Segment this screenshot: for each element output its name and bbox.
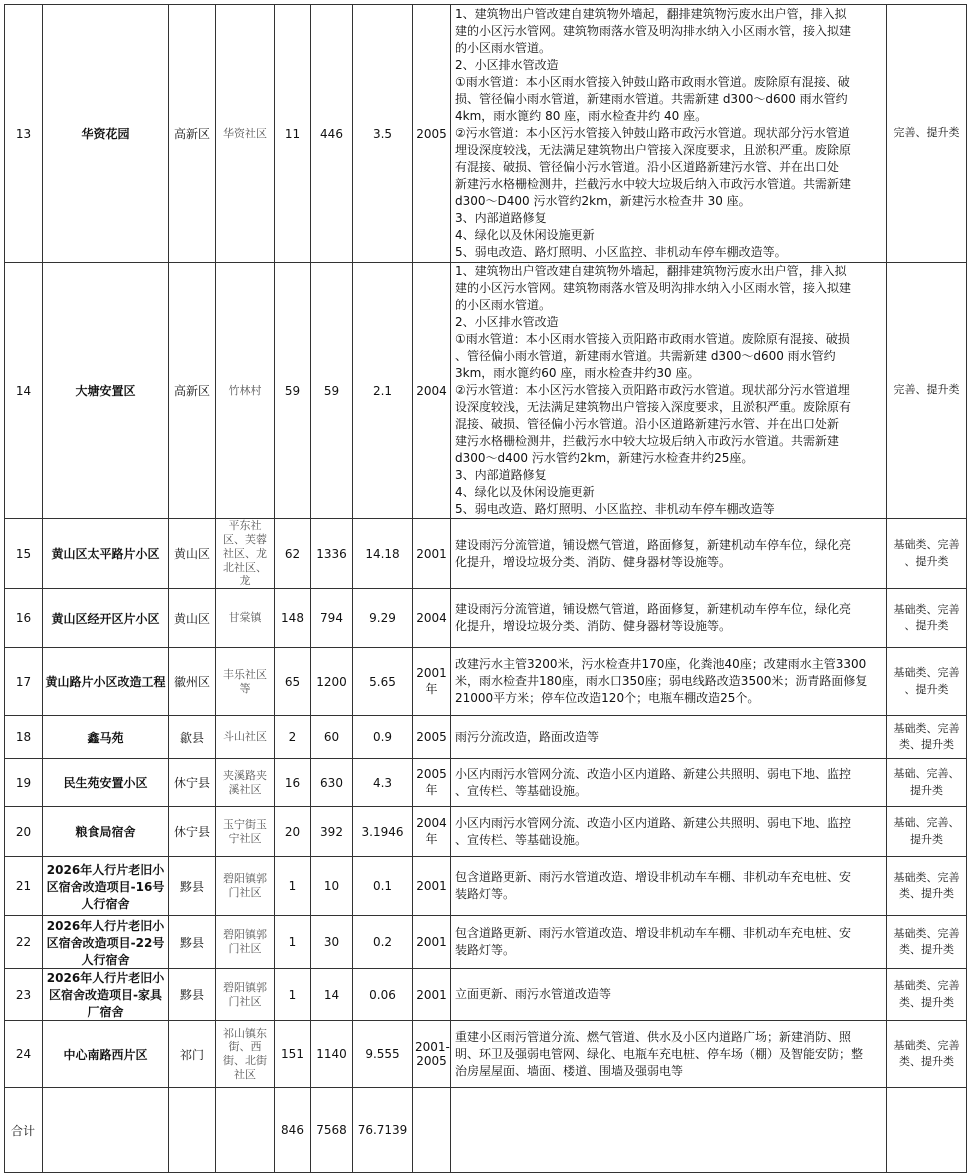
text-line: 基础类、完善 xyxy=(893,926,960,940)
text-line: 基础、完善、 xyxy=(893,816,960,830)
total-empty-cell xyxy=(413,1088,451,1173)
text-line: 类、提升类 xyxy=(899,738,954,752)
district-cell: 歙县 xyxy=(169,716,216,759)
text-line: 5、弱电改造、路灯照明、小区监控、非机动车停车棚改造等。 xyxy=(455,245,787,260)
district-cell: 祁门 xyxy=(169,1021,216,1088)
project-name-cell: 华资花园 xyxy=(43,5,169,263)
community-cell: 碧阳镇郭门社区 xyxy=(216,857,275,916)
row-number-cell: 20 xyxy=(5,807,43,857)
row-number-cell: 21 xyxy=(5,857,43,916)
total-label: 合计 xyxy=(5,1088,43,1173)
text-line: 提升类 xyxy=(910,783,943,797)
text-line: 、提升类 xyxy=(904,619,949,633)
text-line: d300～d400 污水管约2km，新建污水检查井约25座。 xyxy=(455,451,754,466)
text-line: 类、提升类 xyxy=(899,887,954,901)
project-name-cell: 2026年人行片老旧小区宿舍改造项目-家具厂宿舍 xyxy=(43,969,169,1021)
community-cell: 竹林村 xyxy=(216,263,275,519)
content-cell xyxy=(451,589,887,648)
area-cell: 9.555 xyxy=(353,1021,413,1088)
area-cell: 0.06 xyxy=(353,969,413,1021)
text-line: 基础类、完善 xyxy=(893,538,960,552)
text-line: 建设雨污分流管道，铺设燃气管道，路面修复，新建机动车停车位，绿化亮 xyxy=(455,537,852,552)
text-line: 类、提升类 xyxy=(899,1055,954,1069)
total-empty-cell xyxy=(216,1088,275,1173)
area-cell: 0.9 xyxy=(353,716,413,759)
community-cell: 碧阳镇郭门社区 xyxy=(216,969,275,1021)
households-cell: 446 xyxy=(311,5,353,263)
text-line: 建的小区污水管网。建筑物雨落水管及明沟排水纳入小区雨水管，接入拟建 xyxy=(455,281,852,296)
total-row xyxy=(5,1088,967,1173)
district-cell: 高新区 xyxy=(169,5,216,263)
area-cell: 0.1 xyxy=(353,857,413,916)
area-cell: 0.2 xyxy=(353,916,413,969)
buildings-cell: 59 xyxy=(275,263,311,519)
text-line: 基础类、完善 xyxy=(893,979,960,993)
community-cell: 华资社区 xyxy=(216,5,275,263)
year-cell: 2004 xyxy=(413,263,451,519)
content-cell xyxy=(451,916,887,969)
table-row xyxy=(5,969,967,1021)
text-line: 基础类、完善 xyxy=(893,1038,960,1052)
district-cell: 休宁县 xyxy=(169,807,216,857)
year-cell: 2005 xyxy=(413,716,451,759)
project-name-cell: 粮食局宿舍 xyxy=(43,807,169,857)
table-row xyxy=(5,759,967,807)
table-body xyxy=(5,5,967,1173)
area-cell: 5.65 xyxy=(353,648,413,716)
area-cell: 14.18 xyxy=(353,519,413,589)
text-line: 完善、提升类 xyxy=(893,126,960,140)
row-number-cell: 15 xyxy=(5,519,43,589)
table-row xyxy=(5,648,967,716)
district-cell: 黟县 xyxy=(169,969,216,1021)
category-cell xyxy=(887,648,967,716)
text-line: 基础类、完善 xyxy=(893,602,960,616)
area-cell: 4.3 xyxy=(353,759,413,807)
area-cell: 3.5 xyxy=(353,5,413,263)
project-name-cell: 中心南路西片区 xyxy=(43,1021,169,1088)
buildings-cell: 148 xyxy=(275,589,311,648)
district-cell: 黄山区 xyxy=(169,589,216,648)
table-row xyxy=(5,916,967,969)
total-empty-cell xyxy=(887,1088,967,1173)
text-line: 完善、提升类 xyxy=(893,383,960,397)
text-line: 小区内雨污水管网分流、改造小区内道路、新建公共照明、弱电下地、监控 xyxy=(455,815,852,830)
content-cell xyxy=(451,857,887,916)
text-line: 、宣传栏、等基础设施。 xyxy=(455,783,588,798)
year-cell: 2001 xyxy=(413,857,451,916)
content-cell xyxy=(451,519,887,589)
total-empty-cell xyxy=(451,1088,887,1173)
buildings-cell: 151 xyxy=(275,1021,311,1088)
table-row xyxy=(5,857,967,916)
text-line: 3km，雨水篦约60 座，雨水检查井约30 座。 xyxy=(455,366,700,381)
content-cell xyxy=(451,759,887,807)
text-line: 损、管径偏小雨水管道，新建雨水管道。共需新建 d300～d600 雨水管约 xyxy=(455,91,848,106)
category-cell xyxy=(887,589,967,648)
text-line: 改建污水主管3200米，污水检查井170座，化粪池40座；改建雨水主管3300 xyxy=(455,657,867,672)
text-line: 2、小区排水管改造 xyxy=(455,315,559,330)
text-line: 立面更新、雨污水管道改造等 xyxy=(455,987,612,1002)
text-line: ②污水管道：本小区污水管接入贡阳路市政污水管道。现状部分污水管道埋 xyxy=(455,383,850,398)
category-cell xyxy=(887,857,967,916)
text-line: 、提升类 xyxy=(904,554,949,568)
row-number-cell: 14 xyxy=(5,263,43,519)
content-cell xyxy=(451,969,887,1021)
total-households-cell: 7568 xyxy=(311,1088,353,1173)
households-cell: 30 xyxy=(311,916,353,969)
buildings-cell: 1 xyxy=(275,857,311,916)
households-cell: 794 xyxy=(311,589,353,648)
content-cell xyxy=(451,716,887,759)
text-line: 包含道路更新、雨污水管道改造、增设非机动车车棚、非机动车充电桩、安 xyxy=(455,926,852,941)
buildings-cell: 20 xyxy=(275,807,311,857)
row-number-cell: 22 xyxy=(5,916,43,969)
content-cell xyxy=(451,5,887,263)
district-cell: 黟县 xyxy=(169,916,216,969)
year-cell: 2001年 xyxy=(413,648,451,716)
households-cell: 14 xyxy=(311,969,353,1021)
category-cell xyxy=(887,1021,967,1088)
content-cell xyxy=(451,648,887,716)
total-empty-cell xyxy=(43,1088,169,1173)
district-cell: 黟县 xyxy=(169,857,216,916)
community-cell: 玉宁街玉宁社区 xyxy=(216,807,275,857)
year-cell: 2004 xyxy=(413,589,451,648)
total-area-cell: 76.7139 xyxy=(353,1088,413,1173)
text-line: 3、内部道路修复 xyxy=(455,468,547,483)
buildings-cell: 2 xyxy=(275,716,311,759)
text-line: 基础类、完善 xyxy=(893,721,960,735)
row-number-cell: 18 xyxy=(5,716,43,759)
households-cell: 59 xyxy=(311,263,353,519)
text-line: 、提升类 xyxy=(904,682,949,696)
project-name-cell: 黄山区太平路片小区 xyxy=(43,519,169,589)
category-cell xyxy=(887,519,967,589)
text-line: 3、内部道路修复 xyxy=(455,211,547,226)
text-line: 化提升，增设垃圾分类、消防、健身器材等设施等。 xyxy=(455,619,732,634)
project-name-cell: 黄山区经开区片小区 xyxy=(43,589,169,648)
text-line: ①雨水管道：本小区雨水管接入贡阳路市政雨水管道。废除原有混接、破损 xyxy=(455,332,850,347)
households-cell: 1200 xyxy=(311,648,353,716)
text-line: 新建污水格栅检测井，拦截污水中较大垃圾后纳入市政污水管道。共需新建 xyxy=(455,177,852,192)
district-cell: 徽州区 xyxy=(169,648,216,716)
table-row xyxy=(5,263,967,519)
text-line: 重建小区雨污管道分流、燃气管道、供水及小区内道路广场；新建消防、照 xyxy=(455,1029,852,1044)
households-cell: 10 xyxy=(311,857,353,916)
year-cell: 2005 xyxy=(413,5,451,263)
category-cell xyxy=(887,916,967,969)
text-line: 2、小区排水管改造 xyxy=(455,57,559,72)
row-number-cell: 16 xyxy=(5,589,43,648)
community-cell: 夹溪路夹溪社区 xyxy=(216,759,275,807)
text-line: 、管径偏小雨水管道，新建雨水管道。共需新建 d300～d600 雨水管约 xyxy=(455,349,836,364)
buildings-cell: 1 xyxy=(275,969,311,1021)
text-line: 、宣传栏、等基础设施。 xyxy=(455,832,588,847)
year-cell: 2004年 xyxy=(413,807,451,857)
project-name-cell: 黄山路片小区改造工程 xyxy=(43,648,169,716)
year-cell: 2001 xyxy=(413,969,451,1021)
text-line: 建的小区污水管网。建筑物雨落水管及明沟排水纳入小区雨水管，接入拟建 xyxy=(455,23,852,38)
buildings-cell: 62 xyxy=(275,519,311,589)
content-cell xyxy=(451,807,887,857)
text-line: 基础类、完善 xyxy=(893,666,960,680)
content-cell xyxy=(451,1021,887,1088)
text-line: 的小区雨水管道。 xyxy=(455,298,552,313)
year-cell: 2001-2005 xyxy=(413,1021,451,1088)
text-line: 类、提升类 xyxy=(899,995,954,1009)
table-row xyxy=(5,807,967,857)
text-line: 1、建筑物出户管改建自建筑物外墙起，翻排建筑物污废水出户管，排入拟 xyxy=(455,6,847,21)
community-cell: 丰乐社区等 xyxy=(216,648,275,716)
community-cell: 甘棠镇 xyxy=(216,589,275,648)
buildings-cell: 11 xyxy=(275,5,311,263)
text-line: 建设雨污分流管道，铺设燃气管道，路面修复，新建机动车停车位，绿化亮 xyxy=(455,602,852,617)
project-name-cell: 大塘安置区 xyxy=(43,263,169,519)
text-line: 设深度较浅，无法满足建筑物出户管接入深度要求，且淤积严重。废除原有 xyxy=(455,400,852,415)
households-cell: 630 xyxy=(311,759,353,807)
category-cell xyxy=(887,759,967,807)
buildings-cell: 1 xyxy=(275,916,311,969)
text-line: 基础、完善、 xyxy=(893,767,960,781)
year-cell: 2005年 xyxy=(413,759,451,807)
year-cell: 2001 xyxy=(413,916,451,969)
text-line: 4、绿化以及休闲设施更新 xyxy=(455,228,595,243)
community-cell: 斗山社区 xyxy=(216,716,275,759)
row-number-cell: 13 xyxy=(5,5,43,263)
households-cell: 392 xyxy=(311,807,353,857)
text-line: 化提升，增设垃圾分类、消防、健身器材等设施等。 xyxy=(455,554,732,569)
text-line: ①雨水管道：本小区雨水管接入钟鼓山路市政雨水管道。废除原有混接、破 xyxy=(455,74,850,89)
renovation-table xyxy=(4,4,967,1173)
text-line: 4km，雨水篦约 80 座，雨水检查井约 40 座。 xyxy=(455,108,708,123)
project-name-cell: 2026年人行片老旧小区宿舍改造项目-16号人行宿舍 xyxy=(43,857,169,916)
row-number-cell: 17 xyxy=(5,648,43,716)
text-line: 类、提升类 xyxy=(899,943,954,957)
text-line: 明、环卫及强弱电管网、绿化、电瓶车充电桩、停车场（棚）及智能安防；整 xyxy=(455,1046,864,1061)
households-cell: 1336 xyxy=(311,519,353,589)
community-cell: 碧阳镇郭门社区 xyxy=(216,916,275,969)
table-row xyxy=(5,519,967,589)
category-cell xyxy=(887,969,967,1021)
district-cell: 高新区 xyxy=(169,263,216,519)
community-cell: 祁山镇东街、西街、北街社区 xyxy=(216,1021,275,1088)
text-line: 包含道路更新、雨污水管道改造、增设非机动车车棚、非机动车充电桩、安 xyxy=(455,870,852,885)
text-line: 治房屋屋面、墙面、楼道、围墙及强弱电等 xyxy=(455,1063,684,1078)
text-line: 提升类 xyxy=(910,832,943,846)
community-cell: 平东社区、芙蓉社区、龙北社区、龙 xyxy=(216,519,275,589)
project-name-cell: 鑫马苑 xyxy=(43,716,169,759)
text-line: 雨污分流改造，路面改造等 xyxy=(455,729,600,744)
text-line: 装路灯等。 xyxy=(455,943,516,958)
households-cell: 1140 xyxy=(311,1021,353,1088)
text-line: 的小区雨水管道。 xyxy=(455,40,552,55)
text-line: 1、建筑物出户管改建自建筑物外墙起，翻排建筑物污废水出户管，排入拟 xyxy=(455,264,847,278)
project-name-cell: 民生苑安置小区 xyxy=(43,759,169,807)
text-line: d300～D400 污水管约2km，新建污水检查井 30 座。 xyxy=(455,194,751,209)
row-number-cell: 23 xyxy=(5,969,43,1021)
area-cell: 2.1 xyxy=(353,263,413,519)
total-buildings-cell: 846 xyxy=(275,1088,311,1173)
category-cell xyxy=(887,716,967,759)
table-row xyxy=(5,716,967,759)
text-line: 建污水格栅检测井，拦截污水中较大垃圾后纳入市政污水管道。共需新建 xyxy=(455,434,840,449)
text-line: 有混接、破损、管径偏小污水管道。沿小区道路新建污水管、并在出口处 xyxy=(455,160,840,175)
buildings-cell: 65 xyxy=(275,648,311,716)
category-cell xyxy=(887,807,967,857)
district-cell: 黄山区 xyxy=(169,519,216,589)
project-name-cell: 2026年人行片老旧小区宿舍改造项目-22号人行宿舍 xyxy=(43,916,169,969)
table-row xyxy=(5,5,967,263)
area-cell: 3.1946 xyxy=(353,807,413,857)
text-line: 混接、破损、管径偏小污水管道。沿小区道路新建污水管、并在出口处新 xyxy=(455,417,840,432)
buildings-cell: 16 xyxy=(275,759,311,807)
text-line: 21000平方米；停车位改造120个；电瓶车棚改造25个。 xyxy=(455,691,760,706)
year-cell: 2001 xyxy=(413,519,451,589)
row-number-cell: 19 xyxy=(5,759,43,807)
households-cell: 60 xyxy=(311,716,353,759)
row-number-cell: 24 xyxy=(5,1021,43,1088)
text-line: 埋设深度较浅，无法满足建筑物出户管接入深度要求，且淤积严重。废除原 xyxy=(455,143,852,158)
table-row xyxy=(5,589,967,648)
total-empty-cell xyxy=(169,1088,216,1173)
category-cell xyxy=(887,263,967,519)
text-line: 4、绿化以及休闲设施更新 xyxy=(455,485,595,500)
text-line: 5、弱电改造、路灯照明、小区监控、非机动车停车棚改造等 xyxy=(455,502,775,517)
content-cell xyxy=(451,263,887,519)
text-line: 米，雨水检查井180座，雨水口350座；弱电线路改造3500米；沥青路面修复 xyxy=(455,674,868,689)
area-cell: 9.29 xyxy=(353,589,413,648)
district-cell: 休宁县 xyxy=(169,759,216,807)
text-line: 装路灯等。 xyxy=(455,887,516,902)
text-line: 小区内雨污水管网分流、改造小区内道路、新建公共照明、弱电下地、监控 xyxy=(455,766,852,781)
table-row xyxy=(5,1021,967,1088)
text-line: ②污水管道：本小区污水管接入钟鼓山路市政污水管道。现状部分污水管道 xyxy=(455,125,850,140)
category-cell xyxy=(887,5,967,263)
text-line: 基础类、完善 xyxy=(893,870,960,884)
